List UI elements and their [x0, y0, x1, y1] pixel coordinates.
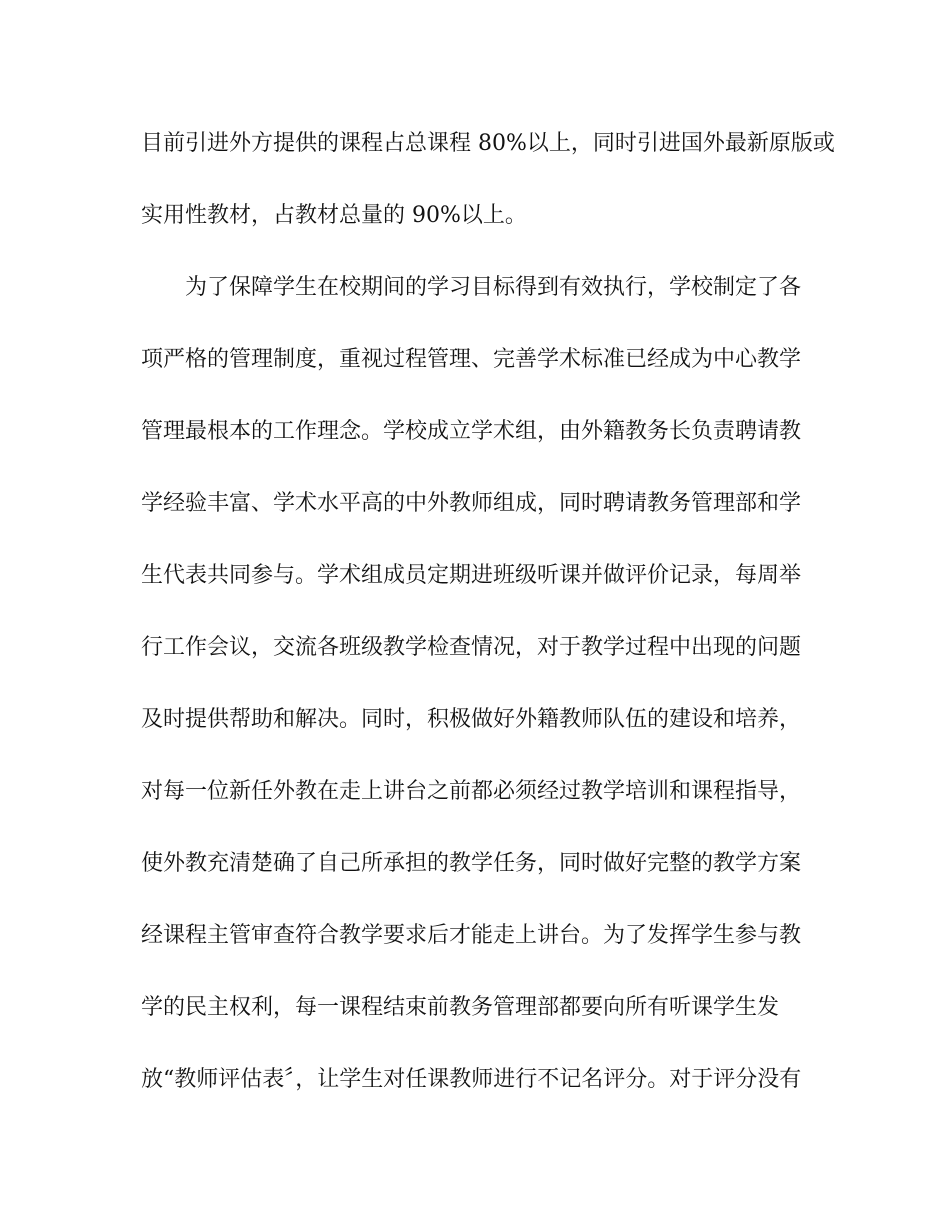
text-line: 管理最根本的工作理念。学校成立学术组，由外籍教务长负责聘请教: [141, 419, 802, 444]
text-line: 学的民主权利，每一课程结束前教务管理部都要向所有听课学生发: [141, 995, 780, 1020]
paragraph-first-line: 为了保障学生在校期间的学习目标得到有效执行，学校制定了各: [185, 275, 802, 300]
text-line: 行工作会议，交流各班级教学检查情况，对于教学过程中出现的问题: [141, 635, 802, 660]
text-line: 项严格的管理制度，重视过程管理、完善学术标准已经成为中心教学: [141, 347, 802, 372]
text-line: 对每一位新任外教在走上讲台之前都必须经过教学培训和课程指导，: [141, 779, 802, 804]
text-line: 实用性教材，占教材总量的 90%以上。: [141, 203, 527, 228]
text-line: 使外教充清楚确了自己所承担的教学任务，同时做好完整的教学方案: [141, 851, 802, 876]
text-line: 目前引进外方提供的课程占总课程 80%以上，同时引进国外最新原版或: [141, 131, 835, 156]
text-line: 生代表共同参与。学术组成员定期进班级听课并做评价记录，每周举: [141, 563, 802, 588]
text-line: 放“教师评估表〞，让学生对任课教师进行不记名评分。对于评分没有: [141, 1067, 802, 1092]
text-line: 及时提供帮助和解决。同时，积极做好外籍教师队伍的建设和培养，: [141, 707, 802, 732]
text-line: 经课程主管审查符合教学要求后才能走上讲台。为了发挥学生参与教: [141, 923, 802, 948]
text-line: 学经验丰富、学术水平高的中外教师组成，同时聘请教务管理部和学: [141, 491, 802, 516]
